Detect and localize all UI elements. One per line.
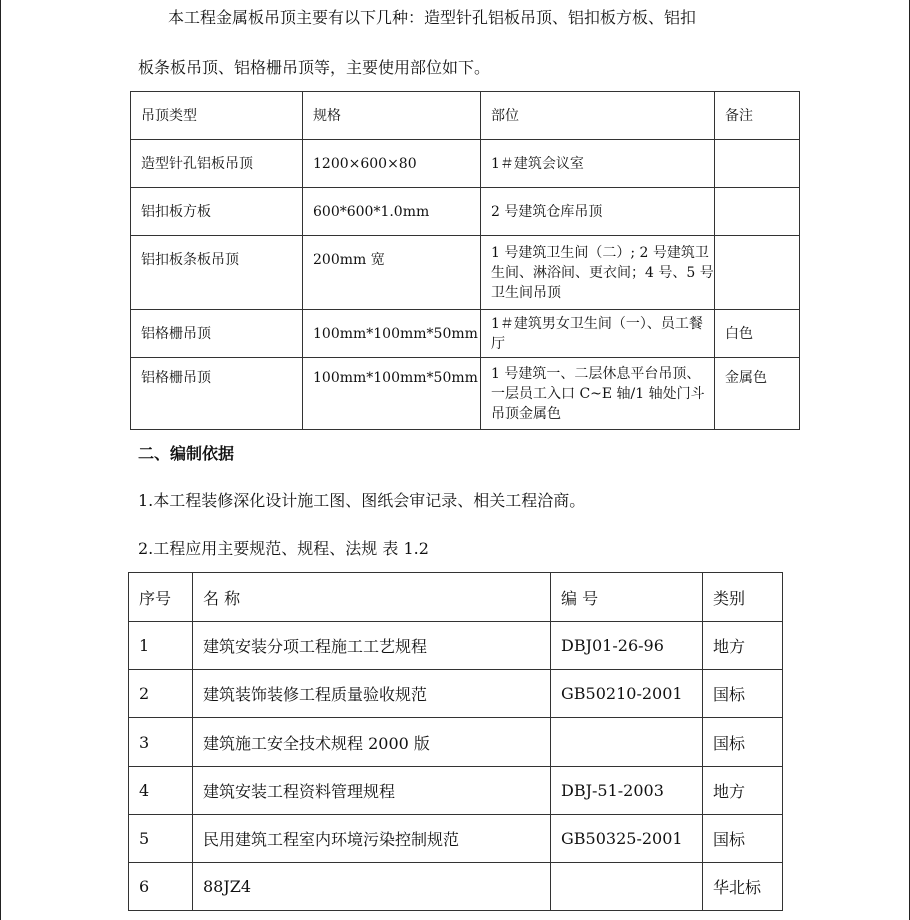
table-cell bbox=[551, 718, 703, 767]
basis-item-1: 1.本工程装修深化设计施工图、图纸会审记录、相关工程洽商。 bbox=[138, 491, 586, 510]
table-row bbox=[131, 140, 800, 188]
header-cell: 类别 bbox=[703, 573, 783, 622]
table-cell: 造型针孔铝板吊顶 bbox=[131, 140, 303, 188]
table-cell: 1 bbox=[129, 622, 193, 670]
table-cell: GB50325-2001 bbox=[551, 815, 703, 863]
header-cell: 吊顶类型 bbox=[131, 92, 303, 140]
table-header-row bbox=[129, 573, 783, 622]
table-row bbox=[131, 358, 800, 430]
table-cell: DBJ-51-2003 bbox=[551, 767, 703, 815]
header-cell: 名 称 bbox=[193, 573, 551, 622]
table-cell: 国标 bbox=[703, 670, 783, 718]
table-row bbox=[129, 815, 783, 863]
table-cell: 4 bbox=[129, 767, 193, 815]
table-row bbox=[129, 863, 783, 911]
ceiling-types-table bbox=[130, 91, 800, 430]
table-cell: 铝扣板方板 bbox=[131, 188, 303, 236]
table-cell: 1200×600×80 bbox=[303, 140, 481, 188]
header-cell: 序号 bbox=[129, 573, 193, 622]
table-cell: DBJ01-26-96 bbox=[551, 622, 703, 670]
table-cell bbox=[715, 236, 800, 310]
table-cell: 1 号建筑一、二层休息平台吊顶、一层员工入口 C~E 轴/1 轴处门斗吊顶金属色 bbox=[481, 358, 715, 430]
table-cell: 200mm 宽 bbox=[303, 236, 481, 310]
table-cell: 地方 bbox=[703, 767, 783, 815]
intro-line-1: 本工程金属板吊顶主要有以下几种：造型针孔铝板吊顶、铝扣板方板、铝扣 bbox=[168, 8, 697, 27]
header-cell: 部位 bbox=[481, 92, 715, 140]
section-heading: 二、编制依据 bbox=[138, 444, 235, 463]
table-cell: 6 bbox=[129, 863, 193, 911]
basis-item-2: 2.工程应用主要规范、规程、法规 表 1.2 bbox=[138, 539, 429, 558]
table-cell: 国标 bbox=[703, 815, 783, 863]
table-row bbox=[131, 188, 800, 236]
table-row bbox=[131, 310, 800, 358]
header-cell: 规格 bbox=[303, 92, 481, 140]
table-cell: 建筑安装分项工程施工工艺规程 bbox=[193, 622, 551, 670]
table-cell: 国标 bbox=[703, 718, 783, 767]
table-cell bbox=[551, 863, 703, 911]
table-cell: 1＃建筑会议室 bbox=[481, 140, 715, 188]
standards-table bbox=[128, 572, 783, 911]
table-cell bbox=[715, 140, 800, 188]
table-cell: 民用建筑工程室内环境污染控制规范 bbox=[193, 815, 551, 863]
table-cell: 铝格栅吊顶 bbox=[131, 310, 303, 358]
table-row bbox=[129, 718, 783, 767]
header-cell: 编 号 bbox=[551, 573, 703, 622]
table-cell: GB50210-2001 bbox=[551, 670, 703, 718]
table-cell: 金属色 bbox=[715, 358, 800, 430]
table-cell: 5 bbox=[129, 815, 193, 863]
table-cell: 100mm*100mm*50mm bbox=[303, 310, 481, 358]
table-cell: 2 号建筑仓库吊顶 bbox=[481, 188, 715, 236]
table-cell: 600*600*1.0mm bbox=[303, 188, 481, 236]
table-cell: 3 bbox=[129, 718, 193, 767]
table-cell: 铝扣板条板吊顶 bbox=[131, 236, 303, 310]
table-row bbox=[131, 236, 800, 310]
table-cell: 建筑装饰装修工程质量验收规范 bbox=[193, 670, 551, 718]
table-cell: 华北标 bbox=[703, 863, 783, 911]
table-cell: 建筑安装工程资料管理规程 bbox=[193, 767, 551, 815]
table-cell: 地方 bbox=[703, 622, 783, 670]
table-row bbox=[129, 767, 783, 815]
page-border-left bbox=[0, 0, 1, 920]
table-cell: 2 bbox=[129, 670, 193, 718]
table-row bbox=[129, 622, 783, 670]
header-cell: 备注 bbox=[715, 92, 800, 140]
table-cell: 1 号建筑卫生间（二）; 2 号建筑卫生间、淋浴间、更衣间；4 号、5 号卫生间吊顶 bbox=[481, 236, 715, 310]
table-cell: 建筑施工安全技术规程 2000 版 bbox=[193, 718, 551, 767]
intro-line-2: 板条板吊顶、铝格栅吊顶等，主要使用部位如下。 bbox=[138, 58, 491, 77]
table-header-row bbox=[131, 92, 800, 140]
table-row bbox=[129, 670, 783, 718]
table-cell: 铝格栅吊顶 bbox=[131, 358, 303, 430]
table-cell: 88JZ4 bbox=[193, 863, 551, 911]
table-cell bbox=[715, 188, 800, 236]
table-cell: 白色 bbox=[715, 310, 800, 358]
table-cell: 1＃建筑男女卫生间（一）、员工餐厅 bbox=[481, 310, 715, 358]
table-cell: 100mm*100mm*50mm bbox=[303, 358, 481, 430]
